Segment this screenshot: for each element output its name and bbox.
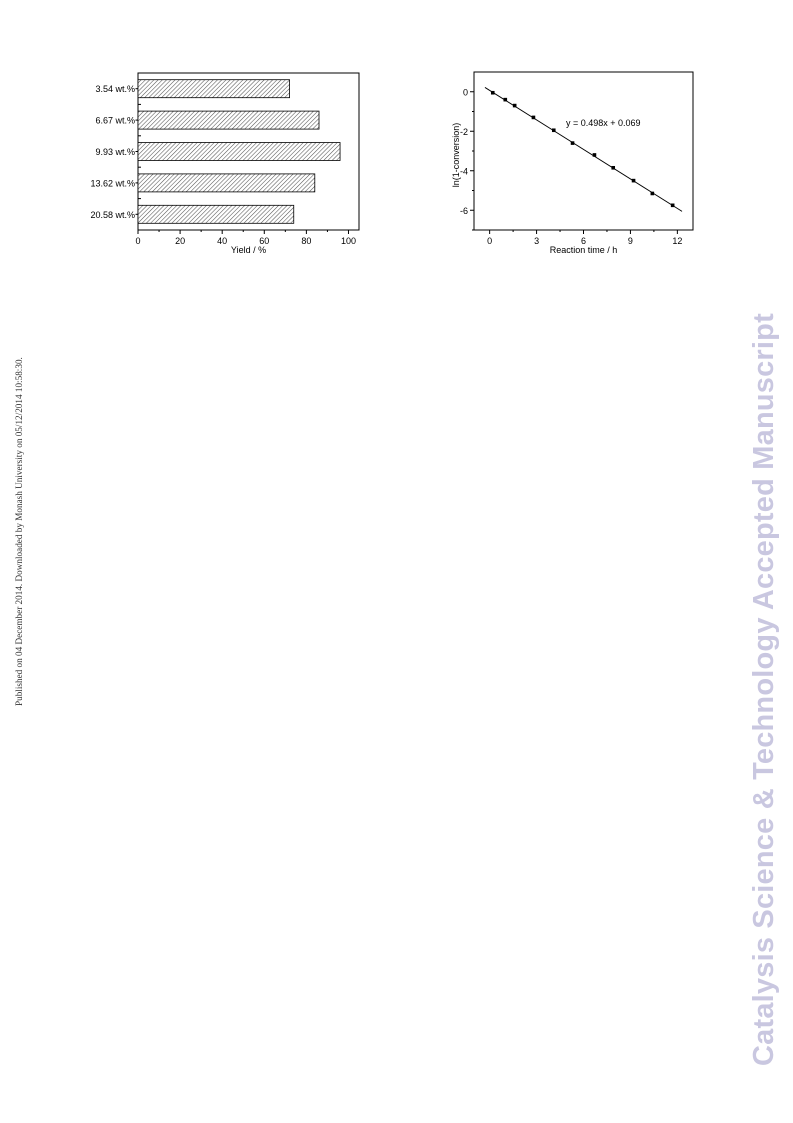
y-tick-label: -6: [459, 205, 468, 216]
x-tick-label: 0: [487, 236, 493, 246]
y-tick-label: 0: [462, 87, 468, 98]
data-point: [503, 98, 507, 102]
x-tick-label: 0: [135, 236, 141, 246]
x-tick-label: 12: [672, 236, 683, 246]
fit-equation: y = 0.498x + 0.069: [566, 118, 641, 128]
x-tick-label: 100: [340, 236, 356, 246]
data-point: [651, 192, 655, 196]
plot-frame: [474, 72, 693, 230]
x-tick-label: 6: [580, 236, 587, 246]
x-tick-label: 80: [301, 236, 312, 246]
x-tick-label: 9: [627, 236, 633, 246]
category-label: 9.93 wt.%: [95, 147, 135, 157]
x-tick-label: 40: [217, 236, 228, 246]
x-tick-label: 20: [175, 236, 186, 246]
category-label: 13.62 wt.%: [90, 178, 135, 189]
data-point: [532, 116, 536, 120]
data-point: [611, 166, 615, 170]
y-tick-label: -2: [459, 126, 468, 137]
data-point: [571, 141, 575, 145]
category-label: 6.67 wt.%: [95, 115, 135, 126]
x-tick-label: 3: [534, 236, 540, 246]
y-tick-label: -4: [459, 166, 468, 177]
data-point: [671, 204, 675, 208]
x-axis-label: Reaction time / h: [549, 245, 618, 255]
data-point: [491, 91, 495, 95]
x-axis-label: Yield / %: [230, 245, 267, 255]
publication-note: Published on 04 December 2014. Downloaded by Monash University on 05/12/2014 10:58:30.: [14, 357, 24, 706]
data-point: [632, 179, 636, 183]
data-point: [552, 128, 556, 132]
x-tick-label: 60: [259, 236, 270, 246]
data-point: [593, 153, 597, 157]
data-point: [513, 104, 517, 108]
category-label: 3.54 wt.%: [95, 84, 135, 95]
journal-watermark: Catalysis Science & Technology Accepted Manuscript: [748, 313, 780, 1066]
category-label: 20.58 wt.%: [90, 209, 135, 220]
y-axis-label: ln(1-conversion): [451, 122, 461, 188]
